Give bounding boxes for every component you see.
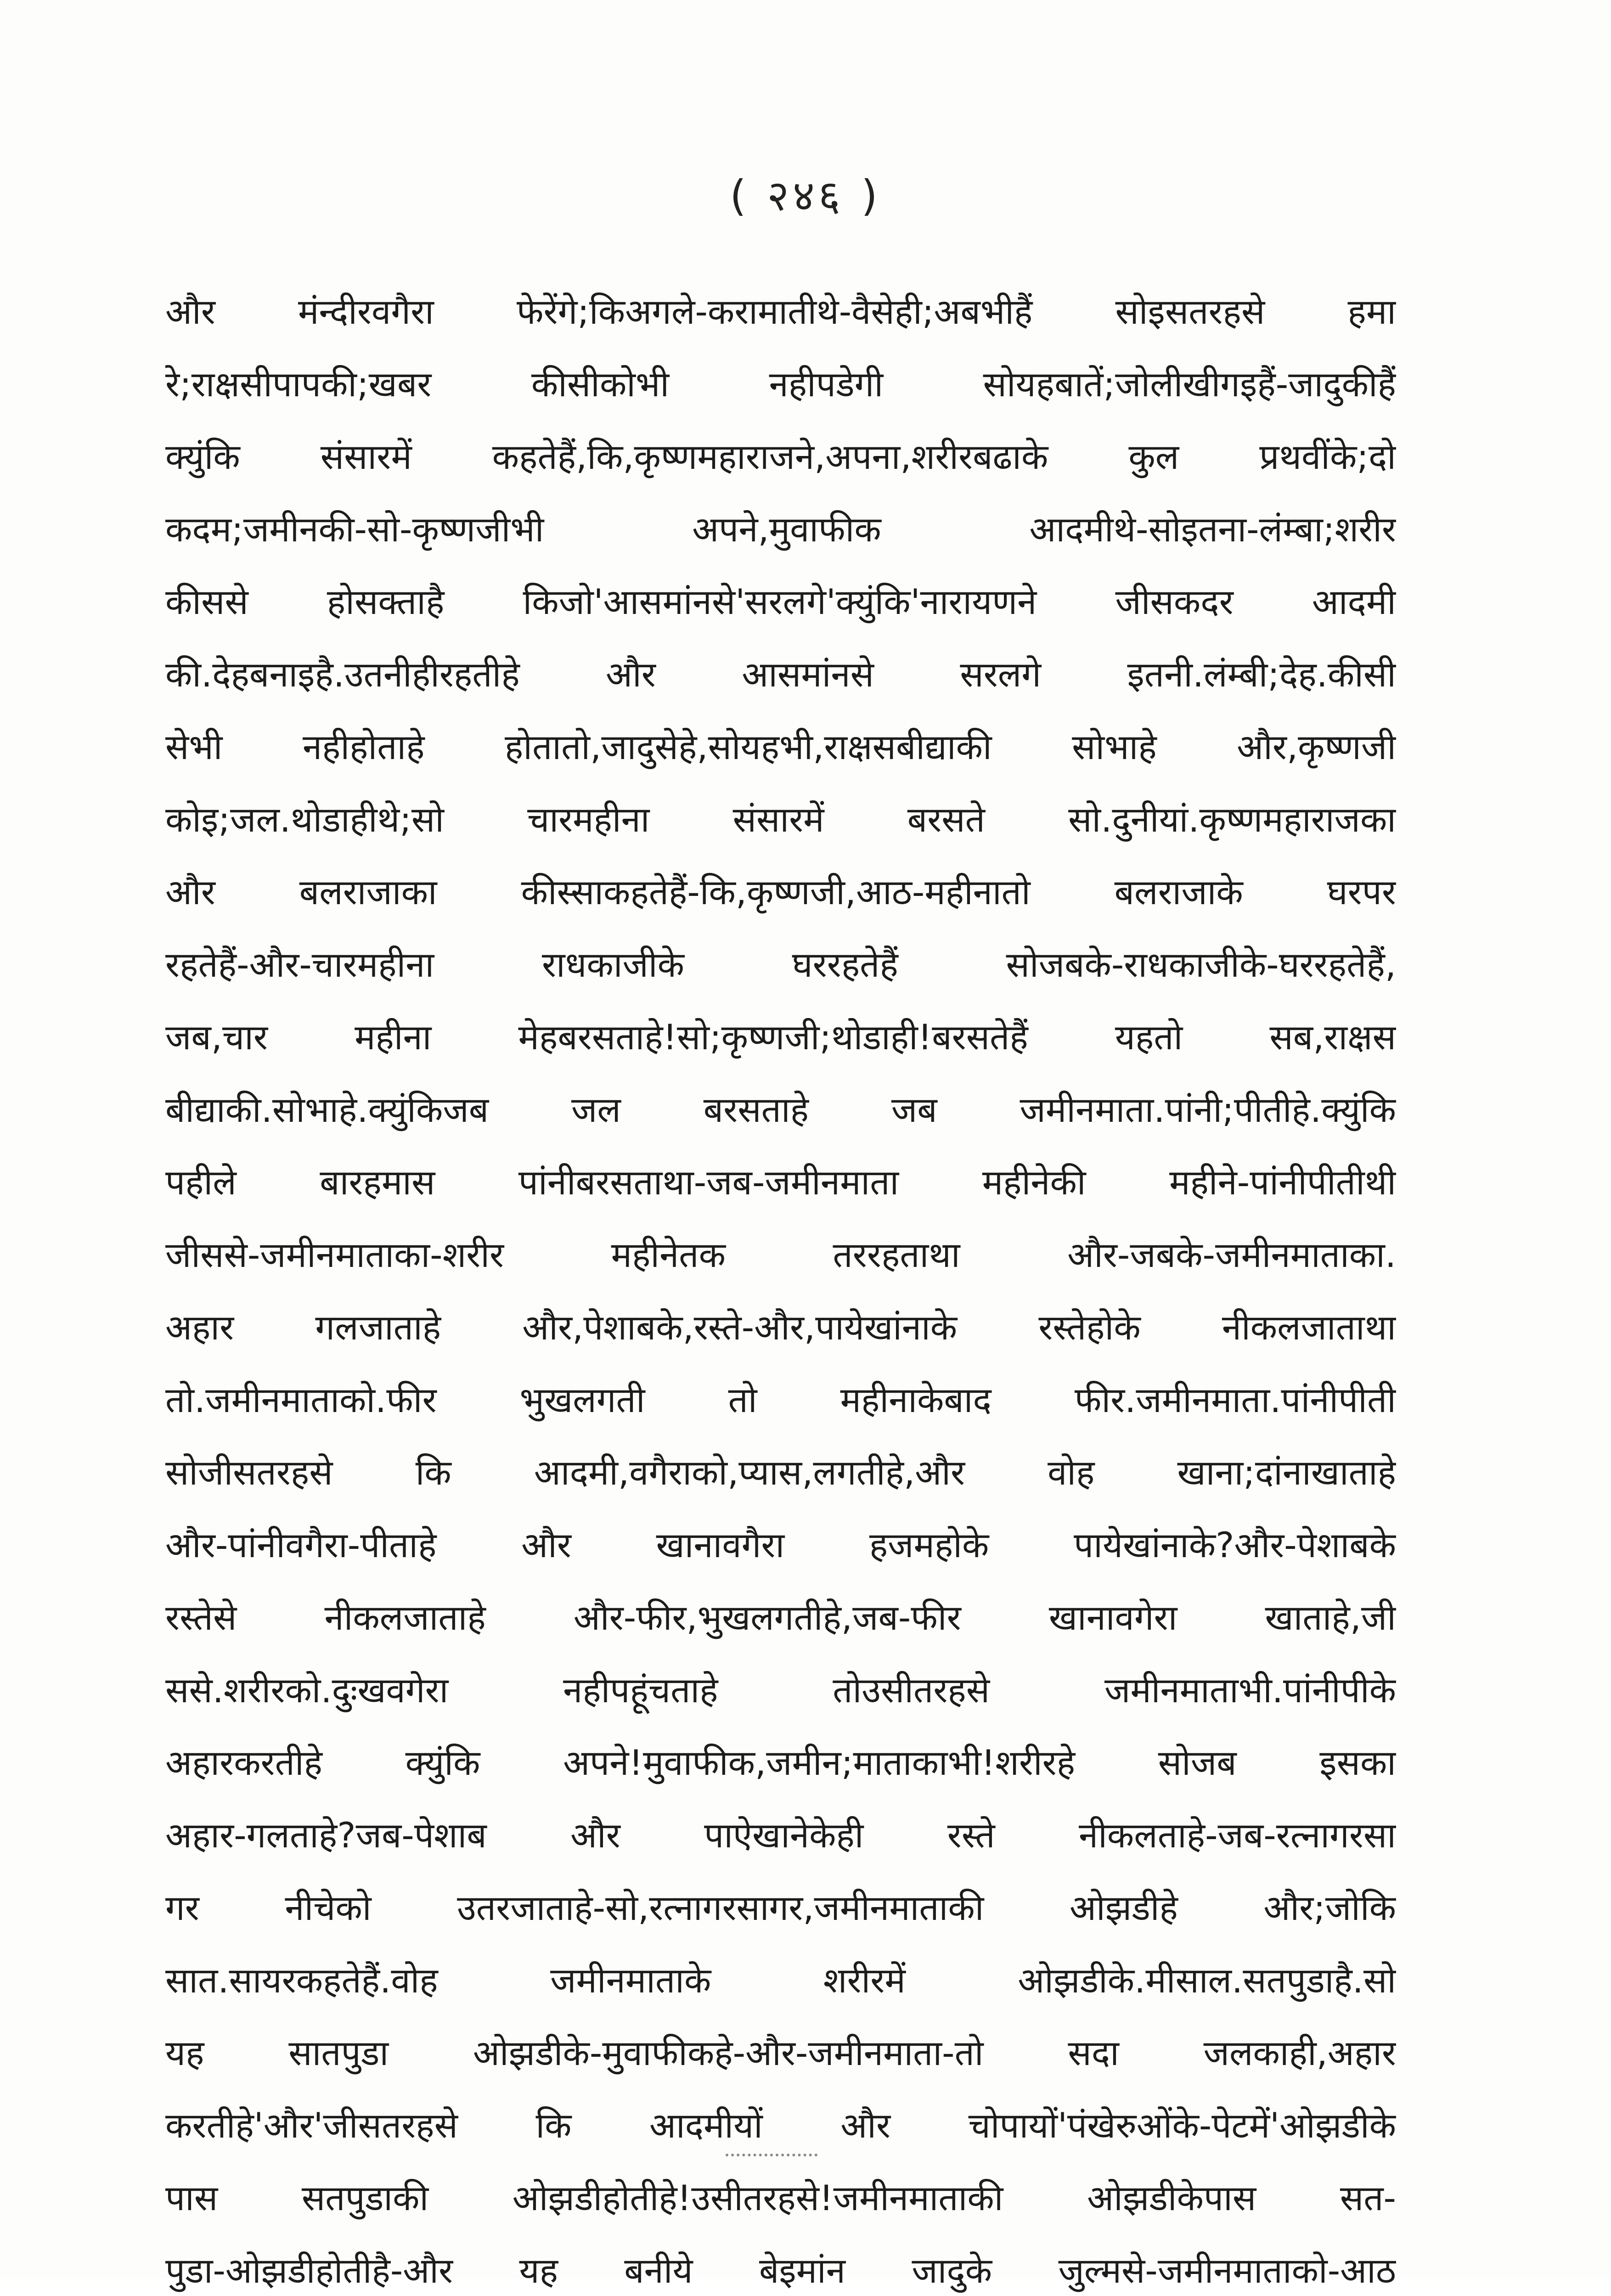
- text-line: और मंन्दीरवगैरा फेरेंगे;किअगले-करामातीथे-वैसेही;अबभीहैं सोइसतरहसे हमा: [165, 291, 1396, 332]
- page-number: ( २४६ ): [730, 171, 881, 220]
- text-line: तो.जमीनमाताको.फीर भुखलगती तो महीनाकेबाद फीर.जमीनमाता.पांनीपीती: [165, 1379, 1396, 1420]
- text-line: पुडा-ओझडीहोतीहै-और यह बनीये बेइमांन जादुके जुल्मसे-जमीनमाताको-आठ: [165, 2250, 1396, 2291]
- text-line: यह सातपुडा ओझडीके-मुवाफीकहे-और-जमीनमाता-तो सदा जलकाही,अहार: [165, 2032, 1396, 2073]
- text-line: क्युंकि संसारमें कहतेहैं,कि,कृष्णमहाराजने,अपना,शरीरबढाके कुल प्रथवींके;दो: [165, 436, 1396, 477]
- text-line: जीससे-जमीनमाताका-शरीर महीनेतक तररहताथा और-जबके-जमीनमाताका.: [165, 1234, 1396, 1275]
- text-line: सात.सायरकहतेहैं.वोह जमीनमाताके शरीरमें ओझडीके.मीसाल.सतपुडाहै.सो: [165, 1960, 1396, 2001]
- text-line: कदम;जमीनकी-सो-कृष्णजीभी अपने,मुवाफीक आदमीथे-सोइतना-लंम्बा;शरीर: [165, 509, 1396, 550]
- text-line: की.देहबनाइहै.उतनीहीरहतीहे और आसमांनसे सरलगे इतनी.लंम्बी;देह.कीसी: [165, 654, 1396, 695]
- text-line: और-पांनीवगैरा-पीताहे और खानावगैरा हजमहोके पायेखांनाके?और-पेशाबके: [165, 1525, 1396, 1565]
- text-line: और बलराजाका कीस्साकहतेहैं-कि,कृष्णजी,आठ-महीनातो बलराजाके घरपर: [165, 872, 1396, 912]
- text-line: करतीहे'और'जीसतरहसे कि आदमीयों और चोपायों'पंखेरुओंके-पेटमें'ओझडीके: [165, 2105, 1396, 2146]
- text-line: सोजीसतरहसे कि आदमी,वगैराको,प्यास,लगतीहे,और वोह खाना;दांनाखाताहे: [165, 1452, 1396, 1493]
- text-line: ससे.शरीरको.दुःखवगेरा नहीपहूंचताहे तोउसीतरहसे जमीनमाताभी.पांनीपीके: [165, 1670, 1396, 1711]
- text-line: रस्तेसे नीकलजाताहे और-फीर,भुखलगतीहे,जब-फीर खानावगेरा खाताहे,जी: [165, 1597, 1396, 1638]
- text-line: रे;राक्षसीपापकी;खबर कीसीकोभी नहीपडेगी सोयहबातें;जोलीखीगइहैं-जादुकीहैं: [165, 364, 1396, 405]
- text-line: सेभी नहीहोताहे होतातो,जादुसेहे,सोयहभी,राक्षसबीद्याकी सोभाहे और,कृष्णजी: [165, 726, 1396, 767]
- text-line: अहार-गलताहे?जब-पेशाब और पाऐखानेकेही रस्ते नीकलताहे-जब-रत्नागरसा: [165, 1815, 1396, 1856]
- text-line: जब,चार महीना मेहबरसताहे!सो;कृष्णजी;थोडाही!बरसतेहैं यहतो सब,राक्षस: [165, 1017, 1396, 1058]
- end-ornament-rule: [726, 2154, 817, 2156]
- text-line: रहतेहैं-और-चारमहीना राधकाजीके घररहतेहैं सोजबके-राधकाजीके-घररहतेहैं,: [165, 944, 1396, 985]
- text-line: पहीले बारहमास पांनीबरसताथा-जब-जमीनमाता महीनेकी महीने-पांनीपीतीथी: [165, 1162, 1396, 1203]
- text-line: गर नीचेको उतरजाताहे-सो,रत्नागरसागर,जमीनमाताकी ओझडीहे और;जोकि: [165, 1887, 1396, 1928]
- text-line: बीद्याकी.सोभाहे.क्युंकिजब जल बरसताहे जब जमीनमाता.पांनी;पीतीहे.क्युंकि: [165, 1089, 1396, 1130]
- body-text: [165, 276, 1396, 2296]
- text-line: कीससे होसक्ताहै किजो'आसमांनसे'सरलगे'क्युंकि'नारायणने जीसकदर आदमी: [165, 581, 1396, 622]
- text-line: अहारकरतीहे क्युंकि अपने!मुवाफीक,जमीन;माताकाभी!शरीरहे सोजब इसका: [165, 1742, 1396, 1783]
- text-line: पास सतपुडाकी ओझडीहोतीहे!उसीतरहसे!जमीनमाताकी ओझडीकेपास सत-: [165, 2178, 1396, 2218]
- text-line: अहार गलजाताहे और,पेशाबके,रस्ते-और,पायेखांनाके रस्तेहोके नीकलजाताथा: [165, 1307, 1396, 1348]
- text-line: कोइ;जल.थोडाहीथे;सो चारमहीना संसारमें बरसते सो.दुनीयां.कृष्णमहाराजका: [165, 799, 1396, 840]
